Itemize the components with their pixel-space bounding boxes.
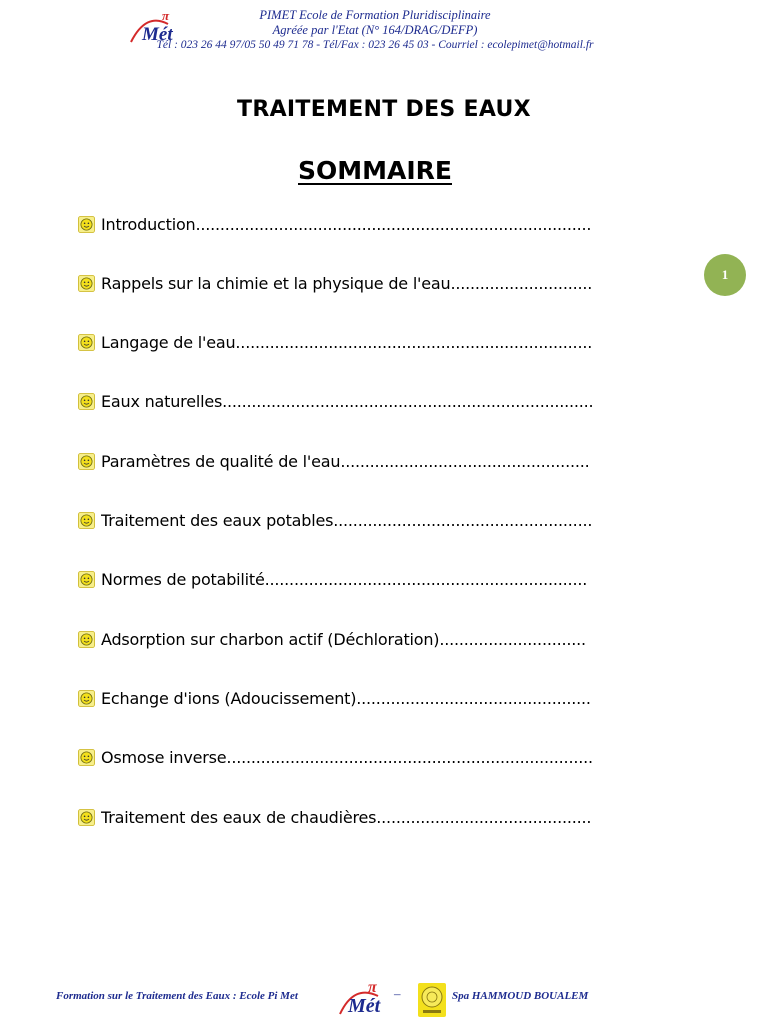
smiley-bullet-icon [78, 334, 95, 351]
smiley-bullet-icon [78, 809, 95, 826]
smiley-bullet-icon [78, 749, 95, 766]
smiley-bullet-icon [78, 631, 95, 648]
smiley-bullet-icon [78, 393, 95, 410]
toc-item-text: Rappels sur la chimie et la physique de l'eau............................. [101, 273, 593, 293]
smiley-bullet-icon [78, 690, 95, 707]
smiley-bullet-icon [78, 216, 95, 233]
toc-item [78, 624, 638, 654]
document-title: TRAITEMENT DES EAUX [237, 97, 531, 122]
toc-item [78, 802, 638, 832]
toc-item-text: Introduction................................................................................. [101, 214, 592, 234]
svg-text:π: π [368, 979, 377, 996]
pimet-footer-logo [338, 978, 396, 1020]
toc-item [78, 743, 638, 773]
smiley-bullet-icon [78, 571, 95, 588]
smiley-bullet-icon [78, 512, 95, 529]
footer-company-label: Spa HAMMOUD BOUALEM [452, 990, 589, 1002]
smiley-bullet-icon [78, 453, 95, 470]
logo-text: Mét [142, 24, 173, 45]
school-header [120, 8, 630, 53]
toc-item [78, 506, 638, 536]
toc-item-text: Langage de l'eau......................................................................... [101, 333, 593, 353]
summary-heading: SOMMAIRE [298, 156, 452, 185]
logo-pi: π [162, 8, 170, 23]
toc-item-text: Paramètres de qualité de l'eau................................................... [101, 451, 590, 471]
toc-item-text: Normes de potabilité.................................................................. [101, 570, 588, 590]
toc-item [78, 209, 638, 239]
toc-item-text: Osmose inverse........................................................................... [101, 748, 593, 768]
header-contact: Tél : 023 26 44 97/05 50 49 71 78 - Tél/Fax : 023 26 45 03 - Courriel : ecolepimet@hotmail.fr [156, 39, 594, 51]
header-line-1: PIMET Ecole de Formation Pluridisciplinaire [259, 8, 491, 22]
toc-item [78, 268, 638, 298]
toc-item-text: Traitement des eaux de chaudières............................................ [101, 807, 592, 827]
toc-item [78, 683, 638, 713]
toc-item [78, 446, 638, 476]
toc-item-text: Echange d'ions (Adoucissement)................................................ [101, 688, 591, 708]
page-number-badge: 1 [704, 254, 746, 296]
toc-item [78, 387, 638, 417]
footer-dash: – [394, 986, 401, 1001]
smiley-bullet-icon [78, 275, 95, 292]
toc-item [78, 328, 638, 358]
svg-text:Mét: Mét [348, 995, 381, 1017]
toc-item [78, 565, 638, 595]
company-seal-icon [417, 982, 447, 1018]
footer-course-label: Formation sur le Traitement des Eaux : Ecole Pi Met [56, 990, 298, 1002]
header-line-2: Agréée par l'Etat (N° 164/DRAG/DEFP) [272, 23, 478, 37]
toc-item-text: Traitement des eaux potables..................................................... [101, 511, 593, 530]
toc-item-text: Eaux naturelles............................................................................ [101, 392, 594, 412]
toc-item-text: Adsorption sur charbon actif (Déchloration).............................. [101, 629, 586, 649]
